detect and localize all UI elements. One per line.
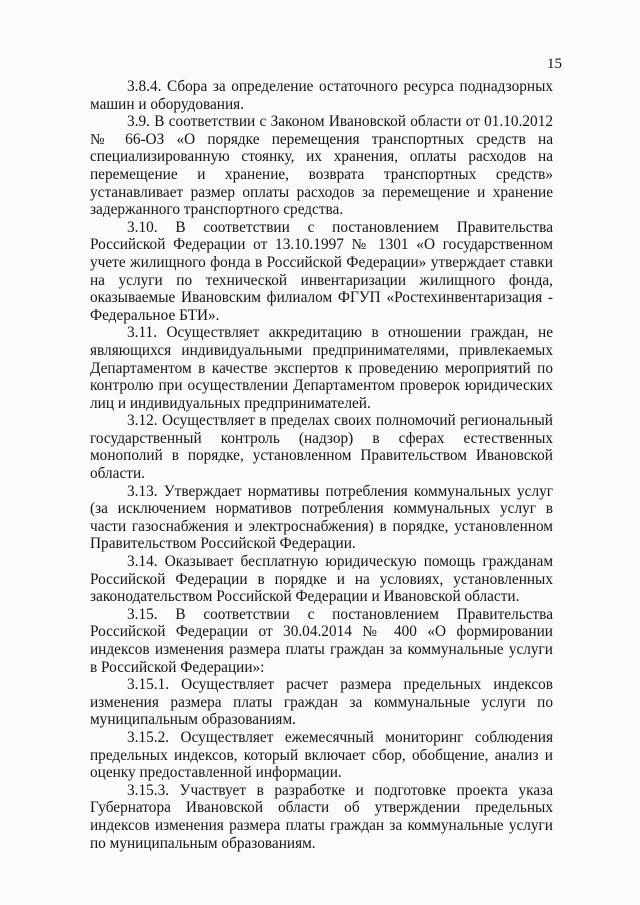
paragraph-3-15-1: 3.15.1. Осуществляет расчет размера предельных индексов изменения размера платы граждан за коммунальные услуги по муниципальным образованиям. xyxy=(90,676,553,729)
paragraph-3-12: 3.12. Осуществляет в пределах своих полномочий региональный государственный контроль (надзор) в сферах естественных монополий в порядке, установленном Правительством Ивановской области. xyxy=(90,412,553,483)
page-number: 15 xyxy=(547,56,562,72)
paragraph-3-15-3: 3.15.3. Участвует в разработке и подготовке проекта указа Губернатора Ивановской области об утверждении предельных индексов изменения размера платы граждан за коммунальные услуги по муниципальным образованиям. xyxy=(90,781,553,852)
document-body xyxy=(90,78,553,852)
paragraph-3-8-4: 3.8.4. Сбора за определение остаточного ресурса поднадзорных машин и оборудования. xyxy=(90,78,553,113)
paragraph-3-10: 3.10. В соответствии с постановлением Правительства Российской Федерации от 13.10.1997 № 1301 «О государственном учете жилищного фонда в Российской Федерации» утверждает ставки на услуги по технической инвентаризации жилищного фонда, оказываемые Ивановским филиалом ФГУП «Ростехинвентаризация - Федеральное БТИ». xyxy=(90,218,553,324)
paragraph-3-15-2: 3.15.2. Осуществляет ежемесячный мониторинг соблюдения предельных индексов, который включает сбор, обобщение, анализ и оценку предоставленной информации. xyxy=(90,728,553,782)
paragraph-3-9: 3.9. В соответствии с Законом Ивановской области от 01.10.2012 № 66-ОЗ «О порядке перемещения транспортных средств на специализированную стоянку, их хранения, оплаты расходов на перемещение и хранение, возврата транспортных средств» устанавливает размер оплаты расходов за перемещение и хранение задержанного транспортного средства. xyxy=(90,113,553,219)
paragraph-3-13: 3.13. Утверждает нормативы потребления коммунальных услуг (за исключением нормативов потребления коммунальных услуг в части газоснабжения и электроснабжения) в порядке, установленном Правительством Российской Федерации. xyxy=(90,482,553,553)
paragraph-3-14: 3.14. Оказывает бесплатную юридическую помощь гражданам Российской Федерации в порядке и на условиях, установленных законодательством Российской Федерации и Ивановской области. xyxy=(90,553,553,606)
paragraph-3-15: 3.15. В соответствии с постановлением Правительства Российской Федерации от 30.04.2014 № 400 «О формировании индексов изменения размера платы граждан за коммунальные услуги в Российской Федерации»: xyxy=(90,605,553,676)
paragraph-3-11: 3.11. Осуществляет аккредитацию в отношении граждан, не являющихся индивидуальными предпринимателями, привлекаемых Департаментом в качестве экспертов к проведению мероприятий по контролю при осуществлении Департаментом проверок юридических лиц и индивидуальных предпринимателей. xyxy=(90,324,553,412)
